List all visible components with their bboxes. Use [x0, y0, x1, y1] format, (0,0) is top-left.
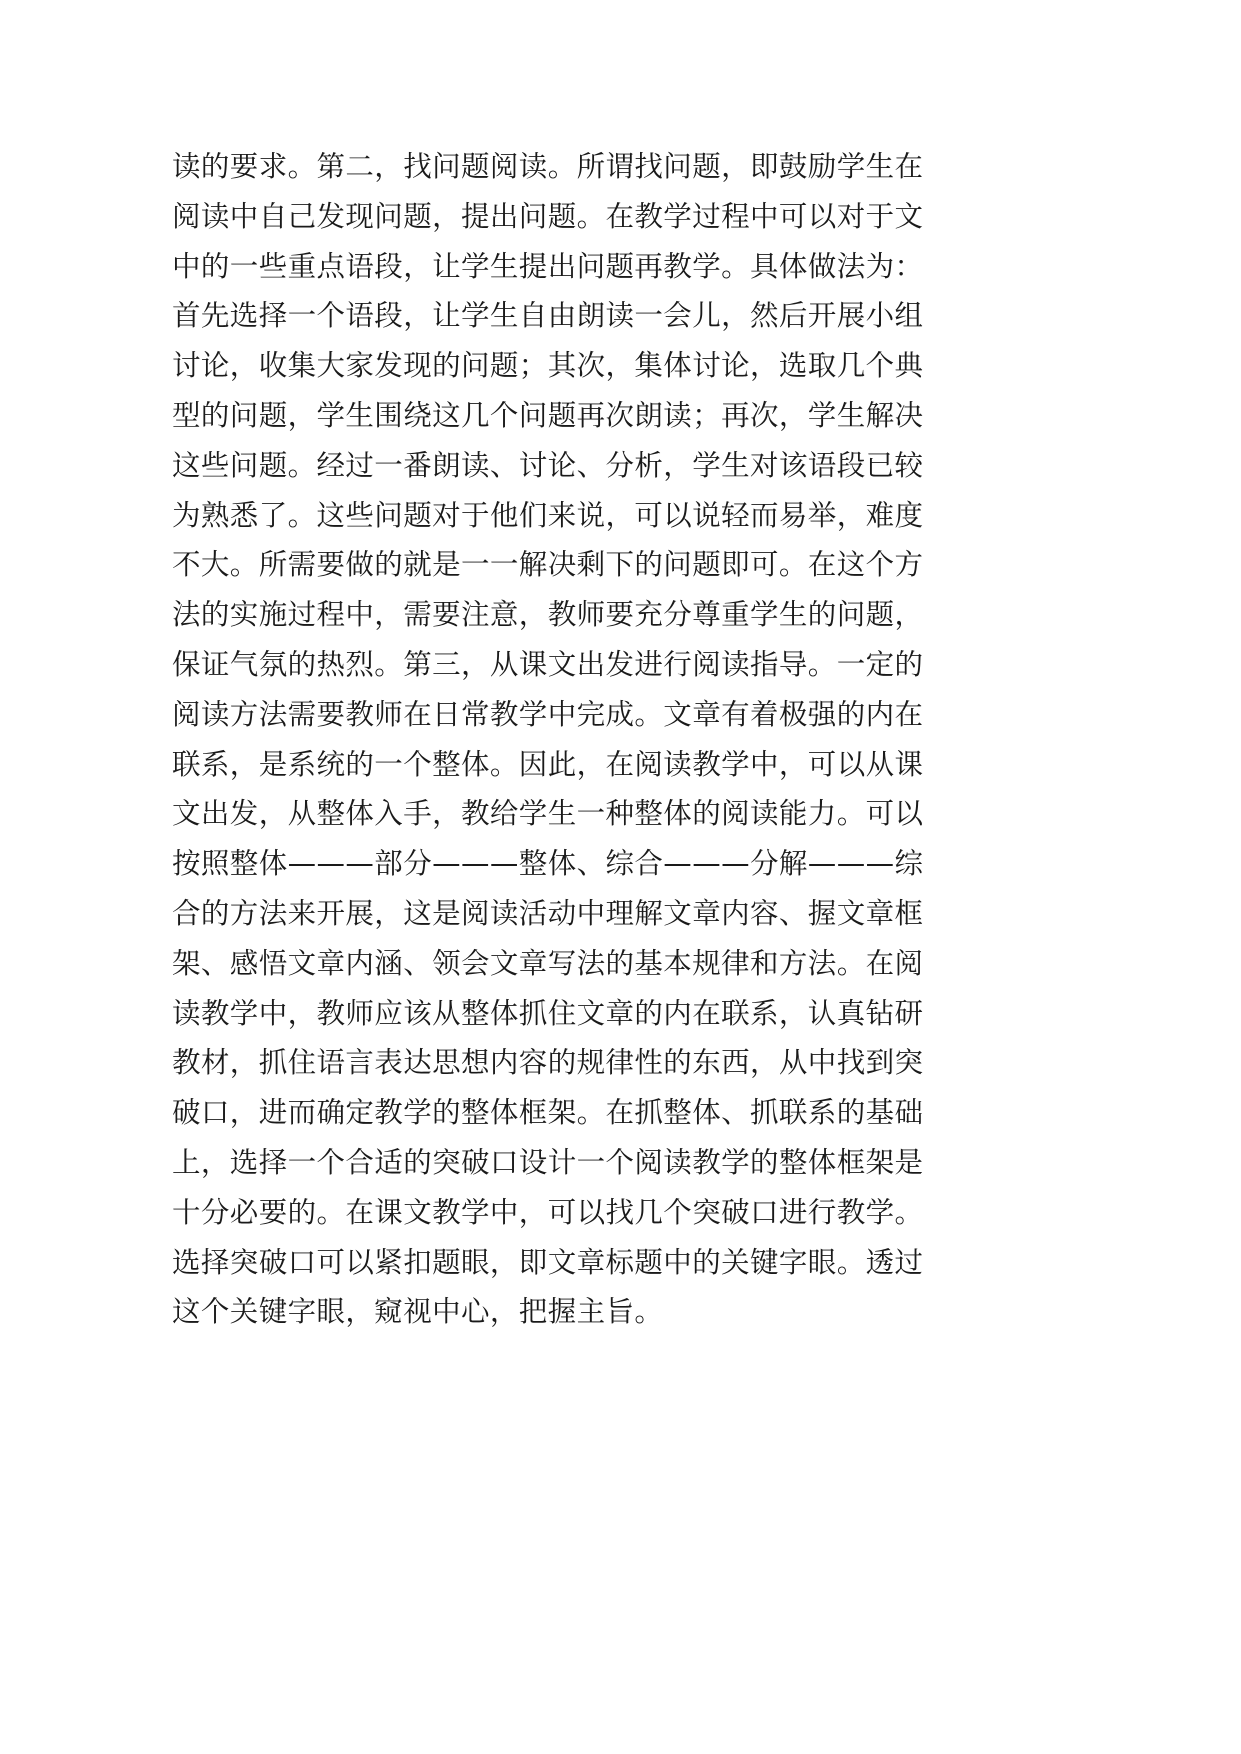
text-line: 这个关键字眼，窥视中心，把握主旨。	[172, 1295, 664, 1329]
text-line: 破口，进而确定教学的整体框架。在抓整体、抓联系的基础	[172, 1096, 924, 1130]
text-line: 阅读方法需要教师在日常教学中完成。文章有着极强的内在	[172, 697, 924, 731]
text-line: 文出发，从整体入手，教给学生一种整体的阅读能力。可以	[172, 797, 924, 831]
text-line: 阅读中自己发现问题，提出问题。在教学过程中可以对于文	[172, 199, 924, 233]
text-line: 这些问题。经过一番朗读、讨论、分析，学生对该语段已较	[172, 448, 924, 482]
text-line: 型的问题，学生围绕这几个问题再次朗读；再次，学生解决	[172, 398, 924, 432]
body-paragraph	[172, 142, 972, 1337]
text-line: 不大。所需要做的就是一一解决剩下的问题即可。在这个方	[172, 548, 924, 582]
text-line: 讨论，收集大家发现的问题；其次，集体讨论，选取几个典	[172, 349, 924, 383]
text-line: 上，选择一个合适的突破口设计一个阅读教学的整体框架是	[172, 1145, 924, 1179]
text-line: 联系，是系统的一个整体。因此，在阅读教学中，可以从课	[172, 747, 924, 781]
text-line: 读教学中，教师应该从整体抓住文章的内在联系，认真钻研	[172, 996, 924, 1030]
text-line: 为熟悉了。这些问题对于他们来说，可以说轻而易举，难度	[172, 498, 924, 532]
text-line: 教材，抓住语言表达思想内容的规律性的东西，从中找到突	[172, 1046, 924, 1080]
text-line: 保证气氛的热烈。第三，从课文出发进行阅读指导。一定的	[172, 647, 924, 681]
text-line: 中的一些重点语段，让学生提出问题再教学。具体做法为：	[172, 249, 924, 283]
text-line: 首先选择一个语段，让学生自由朗读一会儿，然后开展小组	[172, 299, 924, 333]
text-line: 读的要求。第二，找问题阅读。所谓找问题，即鼓励学生在	[172, 150, 924, 183]
text-line: 法的实施过程中，需要注意，教师要充分尊重学生的问题，	[172, 598, 924, 632]
text-line: 合的方法来开展，这是阅读活动中理解文章内容、握文章框	[172, 896, 924, 930]
text-line: 按照整体———部分———整体、综合———分解———综	[172, 847, 924, 881]
text-line: 十分必要的。在课文教学中，可以找几个突破口进行教学。	[172, 1195, 924, 1229]
text-line: 选择突破口可以紧扣题眼，即文章标题中的关键字眼。透过	[172, 1245, 924, 1279]
text-line: 架、感悟文章内涵、领会文章写法的基本规律和方法。在阅	[172, 946, 924, 980]
